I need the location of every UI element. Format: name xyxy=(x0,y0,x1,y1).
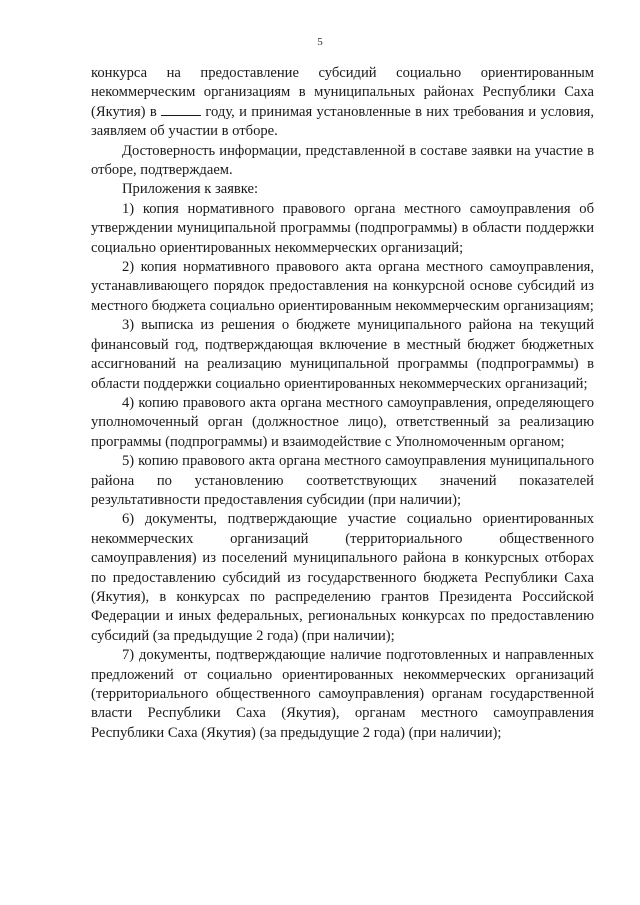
list-item-6: 6) документы, подтверждающие участие социально ориентированных некоммерческих организаций (территориального общественного самоуправления) из поселений муниципального района в конкурсных отборах по предоставлению субсидий из государственного бюджета Республики Саха (Якутия), в конкурсах по распределению грантов Президента Российской Федерации и иных федеральных, региональных конкурсах по предоставлению субсидий (за предыдущие 2 года) (при наличии); xyxy=(91,511,594,644)
list-item-7: 7) документы, подтверждающие наличие подготовленных и направленных предложений от социально ориентированных некоммерческих организаций (территориального общественного самоуправления) органам государственной власти Республики Саха (Якутия), органам местного самоуправления Республики Саха (Якутия) (за предыдущие 2 года) (при наличии); xyxy=(91,647,594,741)
paragraph-attachments-heading: Приложения к заявке: xyxy=(122,181,259,198)
paragraph-text: конкурса на предоставление субсидий социально ориентированным некоммерческим организациям в муниципальных районах Республики Саха (Якутия) в xyxy=(91,65,594,120)
document-body xyxy=(91,64,594,743)
list-item-5: 5) копию правового акта органа местного самоуправления муниципального района по установлению соответствующих значений показателей результативности предоставления субсидии (при наличии); xyxy=(91,453,594,508)
paragraph-text: году, и принимая установленные в них требования и условия, заявляем об участии в отборе. xyxy=(91,103,594,140)
paragraph-continuation xyxy=(91,64,594,142)
list-item-1: 1) копия нормативного правового органа местного самоуправления об утверждении муниципальной программы (подпрограммы) в области поддержки социально ориентированных некоммерческих организаций; xyxy=(91,200,594,256)
list-item-4: 4) копию правового акта органа местного самоуправления, определяющего уполномоченный орган (должностное лицо), ответственный за реализацию программы (подпрограммы) и взаимодействие с Уполномоченным органом; xyxy=(91,394,594,450)
year-blank-line xyxy=(161,103,201,116)
paragraph-reliability: Достоверность информации, представленной в составе заявки на участие в отборе, подтверждаем. xyxy=(91,142,594,179)
list-item-2: 2) копия нормативного правового акта органа местного самоуправления, устанавливающего порядок предоставления на конкурсной основе субсидий из местного бюджета социально ориентированным некоммерческим организациям; xyxy=(91,259,594,314)
page-number: 5 xyxy=(317,36,323,48)
list-item-3: 3) выписка из решения о бюджете муниципального района на текущий финансовый год, подтверждающая включение в местный бюджет бюджетных ассигнований на реализацию муниципальной программы (подпрограммы) в области поддержки социально ориентированных некоммерческих организаций; xyxy=(91,317,594,392)
